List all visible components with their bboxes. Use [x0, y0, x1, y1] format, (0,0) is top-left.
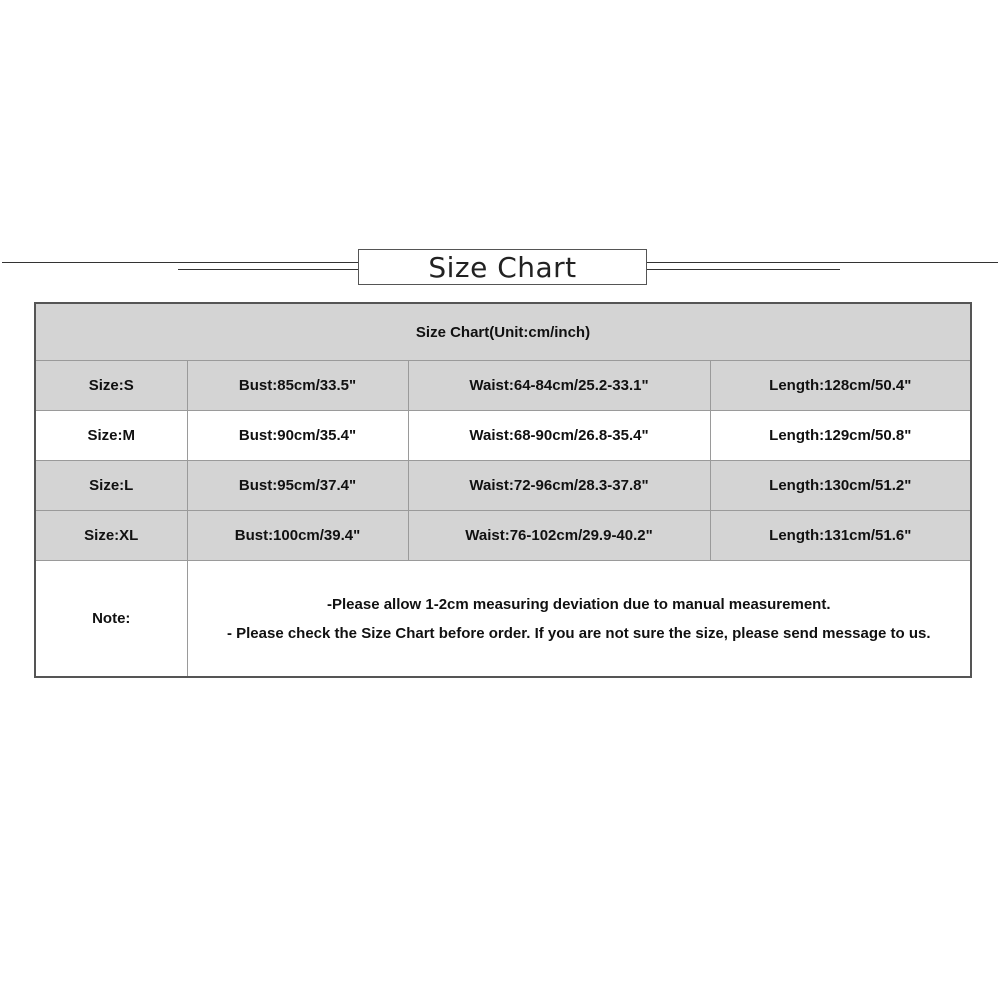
bust-cell: Bust:90cm/35.4": [187, 411, 408, 461]
size-cell: Size:M: [35, 411, 187, 461]
length-cell: Length:130cm/51.2": [710, 461, 971, 511]
note-line: - Please check the Size Chart before order. If you are not sure the size, please send message to us.: [226, 624, 931, 642]
waist-cell: Waist:72-96cm/28.3-37.8": [408, 461, 710, 511]
note-line: -Please allow 1-2cm measuring deviation due to manual measurement.: [327, 595, 831, 613]
length-cell: Length:128cm/50.4": [710, 361, 971, 411]
table-header-row: [35, 303, 971, 361]
waist-cell: Waist:76-102cm/29.9-40.2": [408, 511, 710, 561]
table-row: [35, 511, 971, 561]
size-chart-table: [34, 302, 972, 678]
size-cell: Size:S: [35, 361, 187, 411]
title-rule-left-long: [2, 262, 358, 263]
note-content: [187, 561, 971, 678]
table-row: [35, 411, 971, 461]
size-cell: Size:XL: [35, 511, 187, 561]
table-row: [35, 461, 971, 511]
size-cell: Size:L: [35, 461, 187, 511]
title-rule-right-long: [647, 262, 998, 263]
title-rule-right-short: [647, 269, 840, 270]
bust-cell: Bust:85cm/33.5": [187, 361, 408, 411]
note-row: [35, 561, 971, 678]
title-box: [358, 249, 647, 285]
table-row: [35, 361, 971, 411]
title-rule-left-short: [178, 269, 358, 270]
page-title: Size Chart: [428, 250, 577, 284]
table-header: Size Chart(Unit:cm/inch): [35, 303, 971, 361]
length-cell: Length:131cm/51.6": [710, 511, 971, 561]
note-label: Note:: [35, 561, 187, 678]
waist-cell: Waist:68-90cm/26.8-35.4": [408, 411, 710, 461]
waist-cell: Waist:64-84cm/25.2-33.1": [408, 361, 710, 411]
length-cell: Length:129cm/50.8": [710, 411, 971, 461]
bust-cell: Bust:95cm/37.4": [187, 461, 408, 511]
bust-cell: Bust:100cm/39.4": [187, 511, 408, 561]
